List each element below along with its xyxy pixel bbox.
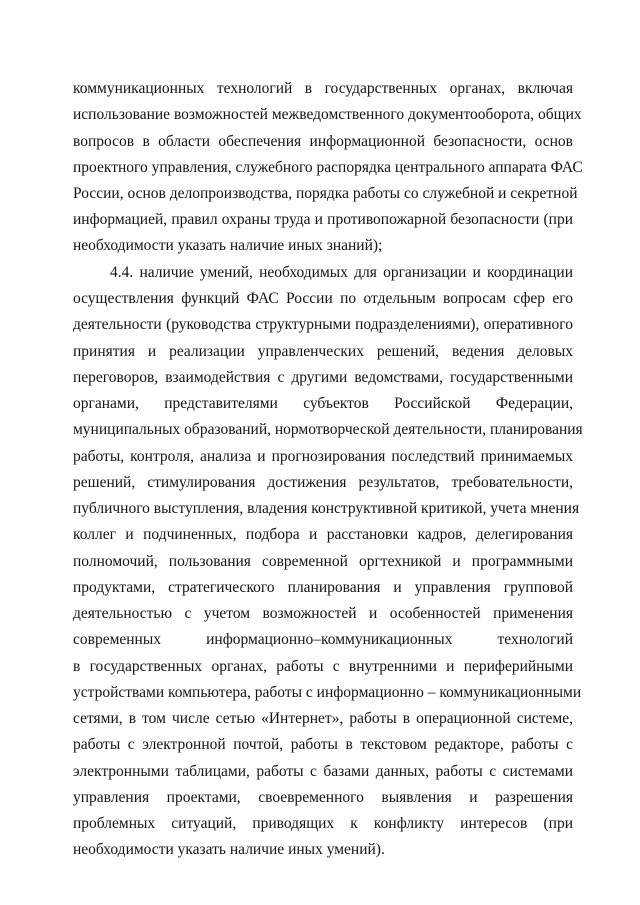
text-line: электронными таблицами, работы с базами данных, работы с системами: [73, 763, 573, 780]
text-line: необходимости указать наличие иных умений).: [73, 841, 385, 858]
text-line: устройствами компьютера, работы с информационно – коммуникационными: [73, 684, 582, 701]
text-line: продуктами, стратегического планирования и управления групповой: [73, 579, 573, 596]
text-line: проектного управления, служебного распорядка центрального аппарата ФАС: [73, 159, 583, 176]
text-line: переговоров, взаимодействия с другими ведомствами, государственными: [73, 369, 573, 386]
text-line: решений, стимулирования достижения результатов, требовательности,: [73, 474, 573, 491]
text-line: управления проектами, своевременного выявления и разрешения: [73, 789, 573, 806]
text-line: в государственных органах, работы с внутренними и периферийными: [73, 658, 573, 675]
paragraph-first-line: 4.4. наличие умений, необходимых для организации и координации: [110, 264, 573, 281]
text-line: коммуникационных технологий в государственных органах, включая: [73, 80, 573, 97]
text-line: проблемных ситуаций, приводящих к конфликту интересов (при: [73, 815, 573, 832]
text-line: современных информационно–коммуникационных технологий: [73, 631, 573, 648]
text-line: органами, представителями субъектов Российской Федерации,: [73, 395, 573, 412]
text-line: коллег и подчиненных, подбора и расстановки кадров, делегирования: [73, 526, 573, 543]
text-line: осуществления функций ФАС России по отдельным вопросам сфер его: [73, 290, 573, 307]
text-line: работы, контроля, анализа и прогнозирования последствий принимаемых: [73, 448, 573, 465]
text-line: использование возможностей межведомственного документооборота, общих: [73, 106, 582, 123]
text-line: вопросов в области обеспечения информационной безопасности, основ: [73, 133, 573, 150]
text-line: сетями, в том числе сетью «Интернет», работы в операционной системе,: [73, 710, 573, 727]
text-line: полномочий, пользования современной оргтехникой и программными: [73, 553, 573, 570]
text-line: информацией, правил охраны труда и противопожарной безопасности (при: [73, 211, 573, 228]
text-line: работы с электронной почтой, работы в текстовом редакторе, работы с: [73, 736, 573, 753]
text-line: публичного выступления, владения конструктивной критикой, учета мнения: [73, 500, 580, 517]
text-line: необходимости указать наличие иных знаний);: [73, 237, 383, 254]
text-line: муниципальных образований, нормотворческой деятельности, планирования: [73, 421, 583, 438]
text-line: России, основ делопроизводства, порядка работы со служебной и секретной: [73, 185, 578, 202]
text-line: принятия и реализации управленческих решений, ведения деловых: [73, 343, 573, 360]
text-line: деятельности (руководства структурными подразделениями), оперативного: [73, 316, 573, 333]
text-line: деятельностью с учетом возможностей и особенностей применения: [73, 605, 573, 622]
